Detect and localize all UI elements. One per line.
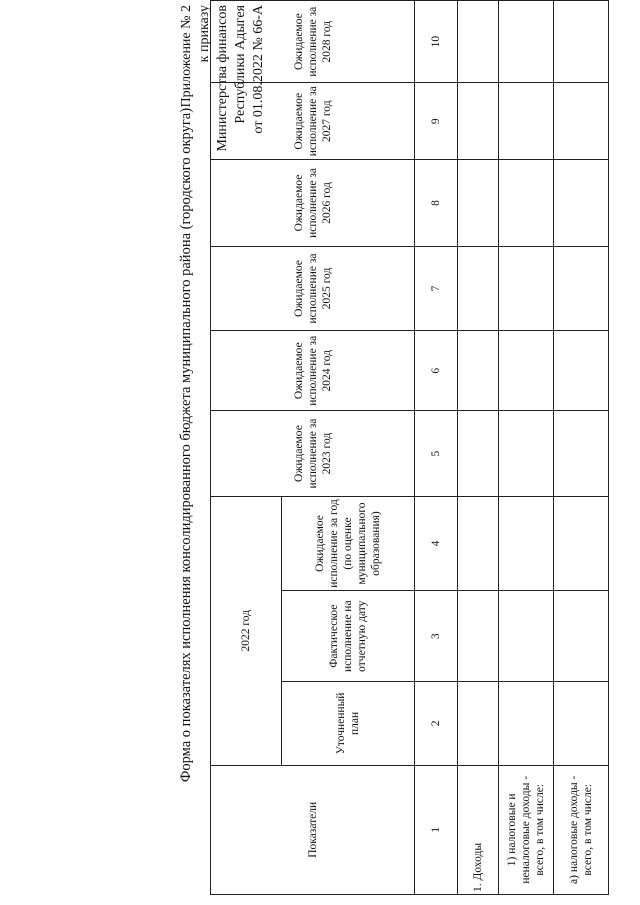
column-number-row bbox=[415, 1, 458, 895]
header-actual: Фактическое исполнение на отчетную дату bbox=[282, 591, 415, 682]
table-row bbox=[499, 1, 554, 895]
row-label: а) налоговые доходы - всего, в том числе: bbox=[554, 765, 609, 894]
form-title-text: Форма о показателях исполнения консолидированного бюджета муниципального района (городского округа) bbox=[178, 107, 194, 783]
row-label: 1) налоговые и неналоговые доходы - всего, в том числе: bbox=[499, 765, 554, 894]
header-2027: Ожидаемое исполнение за 2027 год bbox=[211, 83, 415, 160]
header-2024: Ожидаемое исполнение за 2024 год bbox=[211, 331, 415, 411]
column-number: 8 bbox=[415, 160, 458, 247]
table-cell bbox=[499, 496, 554, 590]
table-cell bbox=[458, 83, 499, 160]
table-cell bbox=[554, 83, 609, 160]
column-number: 5 bbox=[415, 411, 458, 497]
approval-line: от 01.08.2022 № 66-А bbox=[251, 5, 266, 134]
table-cell bbox=[554, 160, 609, 247]
form-title bbox=[178, 0, 195, 895]
table-row bbox=[458, 1, 499, 895]
table-cell bbox=[458, 246, 499, 330]
table-cell bbox=[554, 496, 609, 590]
table-cell bbox=[554, 246, 609, 330]
column-number: 2 bbox=[415, 682, 458, 765]
column-number: 10 bbox=[415, 1, 458, 83]
column-number: 6 bbox=[415, 331, 458, 411]
header-year-2022: 2022 год bbox=[211, 496, 282, 765]
table-cell bbox=[554, 682, 609, 765]
table-cell bbox=[499, 411, 554, 497]
column-number: 7 bbox=[415, 246, 458, 330]
header-2028: Ожидаемое исполнение за 2028 год bbox=[211, 1, 415, 83]
table-cell bbox=[458, 591, 499, 682]
column-number: 4 bbox=[415, 496, 458, 590]
table-cell bbox=[499, 682, 554, 765]
column-number: 1 bbox=[415, 765, 458, 894]
table-cell bbox=[458, 682, 499, 765]
table-row bbox=[554, 1, 609, 895]
header-indicators: Показатели bbox=[211, 765, 415, 894]
rotated-sheet bbox=[178, 0, 608, 895]
table-cell bbox=[499, 246, 554, 330]
table-cell bbox=[499, 160, 554, 247]
indicators-table bbox=[210, 0, 609, 895]
table-cell bbox=[499, 1, 554, 83]
table-cell bbox=[554, 411, 609, 497]
approval-line: к приказу bbox=[197, 5, 212, 63]
table-cell bbox=[458, 331, 499, 411]
header-row bbox=[211, 1, 282, 895]
column-number: 9 bbox=[415, 83, 458, 160]
header-expected-year: Ожидаемое исполнение за год (по оценке муниципального образования) bbox=[282, 496, 415, 590]
header-2026: Ожидаемое исполнение за 2026 год bbox=[211, 160, 415, 247]
table-cell bbox=[499, 591, 554, 682]
table-cell bbox=[554, 331, 609, 411]
table-cell bbox=[458, 496, 499, 590]
approval-line: Приложение № 2 bbox=[179, 5, 194, 108]
table-cell bbox=[554, 591, 609, 682]
table-cell bbox=[499, 83, 554, 160]
header-2025: Ожидаемое исполнение за 2025 год bbox=[211, 246, 415, 330]
table-cell bbox=[458, 1, 499, 83]
header-2023: Ожидаемое исполнение за 2023 год bbox=[211, 411, 415, 497]
table-cell bbox=[554, 1, 609, 83]
column-number: 3 bbox=[415, 591, 458, 682]
header-plan: Уточненный план bbox=[282, 682, 415, 765]
table-cell bbox=[458, 411, 499, 497]
approval-line: Министерства финансов bbox=[215, 5, 230, 152]
row-label: 1. Доходы bbox=[458, 765, 499, 894]
approval-line: Республики Адыгея bbox=[233, 5, 248, 124]
table-cell bbox=[499, 331, 554, 411]
table-cell bbox=[458, 160, 499, 247]
